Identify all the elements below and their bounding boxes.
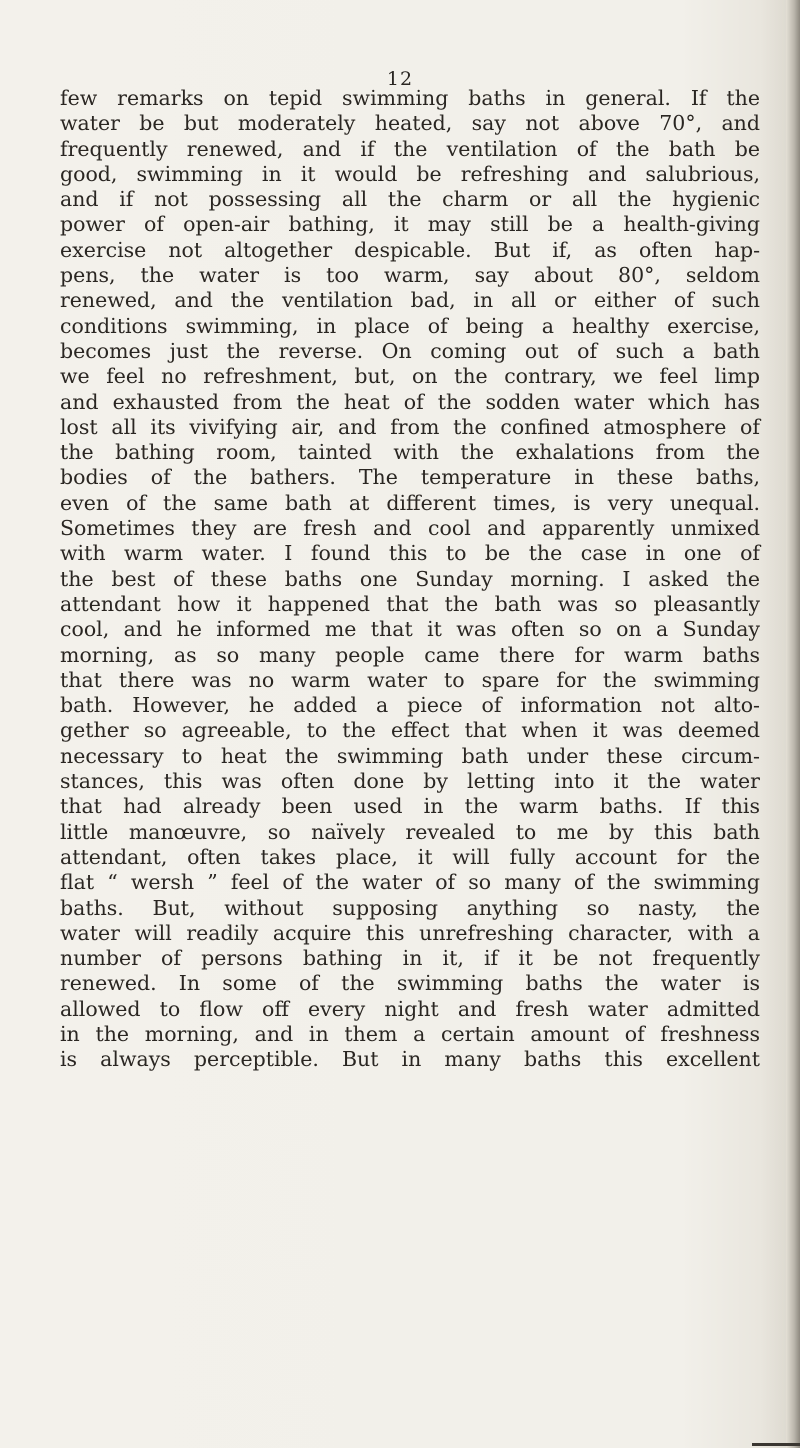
text-line: even of the same bath at different times, is very unequal. bbox=[60, 490, 760, 515]
text-line: Sometimes they are fresh and cool and apparently unmixed bbox=[60, 516, 760, 541]
text-line: flat “ wersh ” feel of the water of so many of the swimming bbox=[60, 870, 760, 895]
text-line: that there was no warm water to spare for the swimming bbox=[60, 667, 760, 692]
text-line: becomes just the reverse. On coming out of such a bath bbox=[60, 338, 760, 363]
text-line: renewed. In some of the swimming baths the water is bbox=[60, 971, 760, 996]
text-line: with warm water. I found this to be the case in one of bbox=[60, 541, 760, 566]
text-line: and exhausted from the heat of the sodden water which has bbox=[60, 389, 760, 414]
page-edge-shadow bbox=[786, 0, 800, 1448]
text-line: allowed to flow off every night and fresh water admitted bbox=[60, 996, 760, 1021]
text-line: power of open-air bathing, it may still be a health-giving bbox=[60, 212, 760, 237]
text-line: necessary to heat the swimming bath under these circum- bbox=[60, 743, 760, 768]
text-line: in the morning, and in them a certain amount of freshness bbox=[60, 1021, 760, 1046]
text-line: few remarks on tepid swimming baths in general. If the bbox=[60, 86, 760, 110]
text-line: little manœuvre, so naïvely revealed to me by this bath bbox=[60, 819, 760, 844]
text-line: morning, as so many people came there for warm baths bbox=[60, 642, 760, 667]
text-line: bath. However, he added a piece of information not alto- bbox=[60, 693, 760, 718]
text-line: attendant, often takes place, it will fully account for the bbox=[60, 844, 760, 869]
text-line: pens, the water is too warm, say about 80°, seldom bbox=[60, 263, 760, 288]
text-line: the best of these baths one Sunday morning. I asked the bbox=[60, 566, 760, 591]
text-line: the bathing room, tainted with the exhalations from the bbox=[60, 440, 760, 465]
page-corner-mark bbox=[752, 1443, 800, 1446]
text-line: bodies of the bathers. The temperature in these baths, bbox=[60, 465, 760, 490]
page-number: 12 bbox=[386, 68, 414, 90]
text-line: lost all its vivifying air, and from the confined atmosphere of bbox=[60, 414, 760, 439]
text-line: conditions swimming, in place of being a healthy exercise, bbox=[60, 313, 760, 338]
text-line: water be but moderately heated, say not above 70°, and bbox=[60, 111, 760, 136]
text-line: exercise not altogether despicable. But if, as often hap- bbox=[60, 237, 760, 262]
text-line: attendant how it happened that the bath was so pleasantly bbox=[60, 591, 760, 616]
text-line: number of persons bathing in it, if it be not frequently bbox=[60, 946, 760, 971]
text-line: gether so agreeable, to the effect that when it was deemed bbox=[60, 718, 760, 743]
text-line: that had already been used in the warm baths. If this bbox=[60, 794, 760, 819]
text-line: stances, this was often done by letting into it the water bbox=[60, 769, 760, 794]
text-line: renewed, and the ventilation bad, in all or either of such bbox=[60, 288, 760, 313]
body-text bbox=[60, 86, 760, 1073]
text-line: frequently renewed, and if the ventilation of the bath be bbox=[60, 136, 760, 161]
text-line: cool, and he informed me that it was often so on a Sunday bbox=[60, 617, 760, 642]
text-line: good, swimming in it would be refreshing and salubrious, bbox=[60, 161, 760, 186]
text-line: we feel no refreshment, but, on the contrary, we feel limp bbox=[60, 364, 760, 389]
text-line: water will readily acquire this unrefreshing character, with a bbox=[60, 920, 760, 945]
text-line: and if not possessing all the charm or all the hygienic bbox=[60, 187, 760, 212]
text-line: is always perceptible. But in many baths this excellent bbox=[60, 1047, 760, 1072]
text-line: baths. But, without supposing anything so nasty, the bbox=[60, 895, 760, 920]
